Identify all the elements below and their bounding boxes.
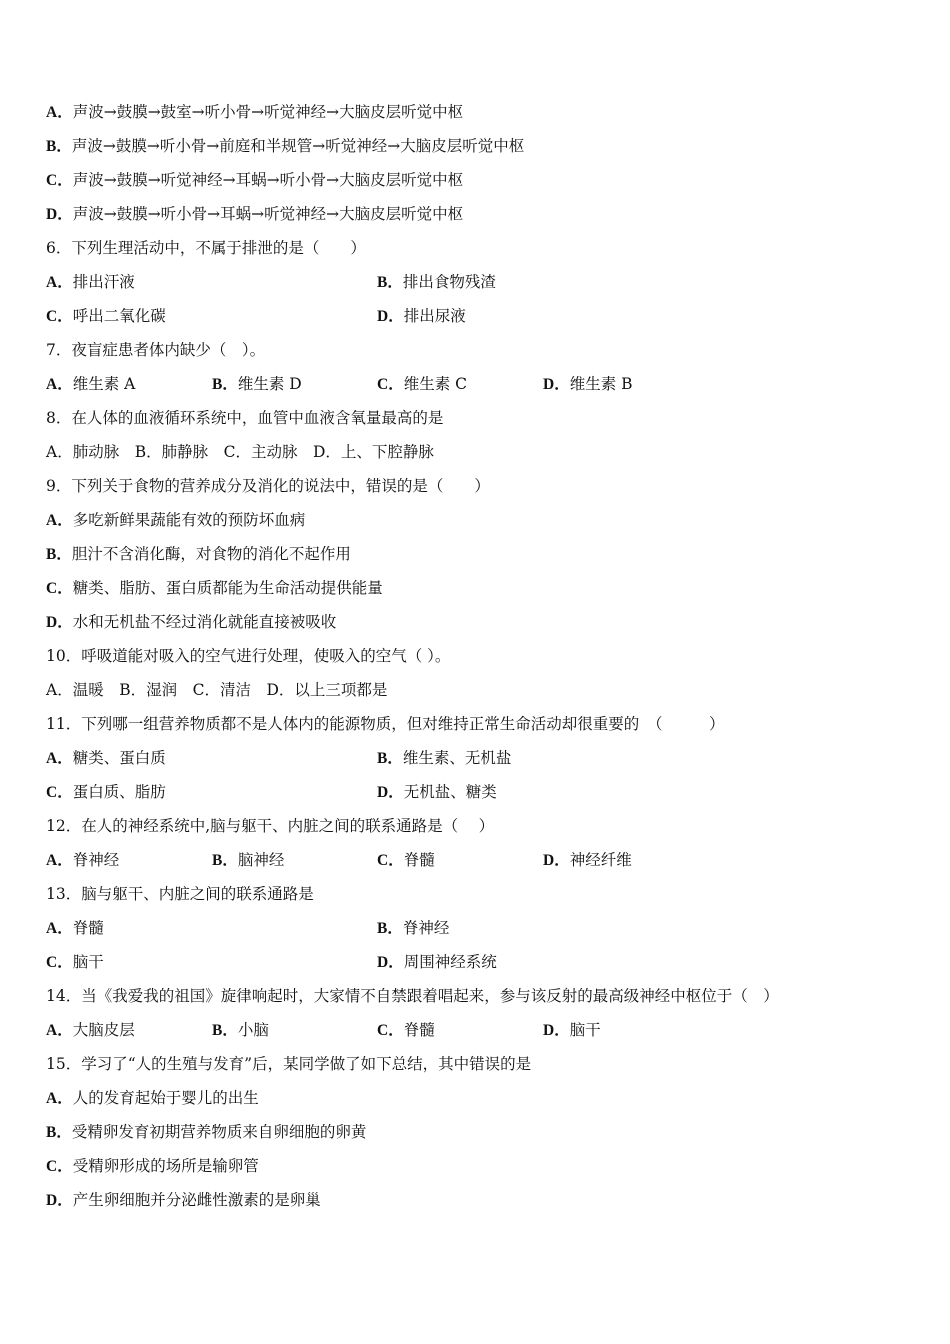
q12-option-b: B．脑神经 bbox=[212, 851, 285, 869]
q6-option-c: C．呼出二氧化碳 bbox=[46, 307, 166, 325]
q12-option-a: A．脊神经 bbox=[46, 851, 120, 869]
q5-option-c: C．声波→鼓膜→听觉神经→耳蜗→听小骨→大脑皮层听觉中枢 bbox=[46, 171, 464, 189]
q9-option-d: D．水和无机盐不经过消化就能直接被吸收 bbox=[46, 613, 337, 631]
q13-option-a: A．脊髓 bbox=[46, 919, 104, 937]
q5-option-b: B．声波→鼓膜→听小骨→前庭和半规管→听觉神经→大脑皮层听觉中枢 bbox=[46, 137, 525, 155]
q11-option-c: C．蛋白质、脂肪 bbox=[46, 783, 166, 801]
q13-option-c: C．脑干 bbox=[46, 953, 104, 971]
q13-option-b: B．脊神经 bbox=[377, 919, 450, 937]
q11-option-a: A．糖类、蛋白质 bbox=[46, 749, 166, 767]
q5-option-d: D．声波→鼓膜→听小骨→耳蜗→听觉神经→大脑皮层听觉中枢 bbox=[46, 205, 464, 223]
q5-option-a: A．声波→鼓膜→鼓室→听小骨→听觉神经→大脑皮层听觉中枢 bbox=[46, 103, 464, 121]
q12-option-c: C．脊髓 bbox=[377, 851, 435, 869]
q7-option-a: A．维生素 A bbox=[46, 375, 136, 393]
q11-stem: 11．下列哪一组营养物质都不是人体内的能源物质，但对维持正常生命活动却很重要的 （ ） bbox=[46, 715, 725, 733]
q10-options: A．温暖 B．湿润 C．清洁 D．以上三项都是 bbox=[46, 681, 388, 699]
q8-options: A．肺动脉 B．肺静脉 C．主动脉 D．上、下腔静脉 bbox=[46, 443, 434, 461]
q15-stem: 15．学习了“人的生殖与发育”后，某同学做了如下总结，其中错误的是 bbox=[46, 1055, 532, 1073]
q7-option-d: D．维生素 B bbox=[543, 375, 633, 393]
q15-option-c: C．受精卵形成的场所是输卵管 bbox=[46, 1157, 259, 1175]
q13-option-d: D．周围神经系统 bbox=[377, 953, 497, 971]
q6-stem: 6．下列生理活动中，不属于排泄的是（ ） bbox=[46, 239, 366, 257]
q9-option-b: B．胆汁不含消化酶，对食物的消化不起作用 bbox=[46, 545, 351, 563]
q13-stem: 13．脑与躯干、内脏之间的联系通路是 bbox=[46, 885, 314, 903]
q7-option-c: C．维生素 C bbox=[377, 375, 467, 393]
q14-option-a: A．大脑皮层 bbox=[46, 1021, 135, 1039]
q6-option-a: A．排出汗液 bbox=[46, 273, 135, 291]
q14-stem: 14．当《我爱我的祖国》旋律响起时，大家情不自禁跟着唱起来，参与该反射的最高级神经中枢位于（ ） bbox=[46, 987, 779, 1005]
q14-option-d: D．脑干 bbox=[543, 1021, 601, 1039]
q9-stem: 9．下列关于食物的营养成分及消化的说法中，错误的是（ ） bbox=[46, 477, 490, 495]
q12-stem: 12．在人的神经系统中,脑与躯干、内脏之间的联系通路是（ ） bbox=[46, 817, 495, 835]
q15-option-a: A．人的发育起始于婴儿的出生 bbox=[46, 1089, 259, 1107]
q6-option-b: B．排出食物残渣 bbox=[377, 273, 496, 291]
q11-option-b: B．维生素、无机盐 bbox=[377, 749, 512, 767]
q9-option-a: A．多吃新鲜果蔬能有效的预防坏血病 bbox=[46, 511, 306, 529]
q7-stem: 7．夜盲症患者体内缺少（ ）。 bbox=[46, 341, 266, 359]
q10-stem: 10．呼吸道能对吸入的空气进行处理，使吸入的空气（ ）。 bbox=[46, 647, 451, 665]
q12-option-d: D．神经纤维 bbox=[543, 851, 632, 869]
q15-option-d: D．产生卵细胞并分泌雌性激素的是卵巢 bbox=[46, 1191, 321, 1209]
q15-option-b: B．受精卵发育初期营养物质来自卵细胞的卵黄 bbox=[46, 1123, 367, 1141]
q7-option-b: B．维生素 D bbox=[212, 375, 302, 393]
q14-option-c: C．脊髓 bbox=[377, 1021, 435, 1039]
q11-option-d: D．无机盐、糖类 bbox=[377, 783, 497, 801]
q6-option-d: D．排出尿液 bbox=[377, 307, 466, 325]
q9-option-c: C．糖类、脂肪、蛋白质都能为生命活动提供能量 bbox=[46, 579, 383, 597]
q14-option-b: B．小脑 bbox=[212, 1021, 269, 1039]
q8-stem: 8．在人体的血液循环系统中，血管中血液含氧量最高的是 bbox=[46, 409, 444, 427]
